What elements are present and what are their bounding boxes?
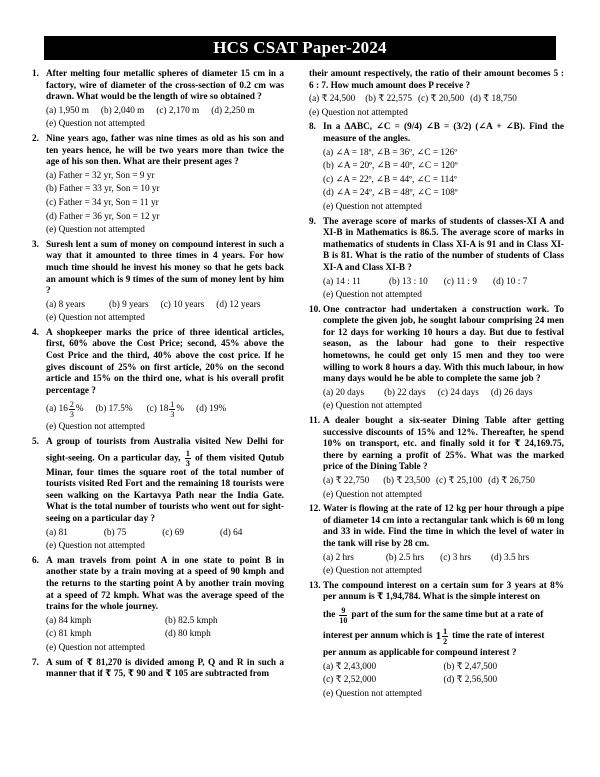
option-c[interactable]: (c) 69: [162, 527, 185, 538]
question-text: After melting four metallic spheres of diameter 15 cm in a factory, wire of diameter of the cross-section of 0.2 cm was drawn. What would be the length of wire so obtained ?: [46, 69, 284, 103]
option-c[interactable]: (c) Father = 34 yr, Son = 11 yr: [46, 197, 159, 208]
option-c[interactable]: (c) ₹ 2,52,000: [323, 675, 377, 686]
option-e[interactable]: (e) Question not attempted: [323, 566, 422, 577]
question-number: 8.: [309, 122, 316, 133]
option-a[interactable]: (a) 81: [46, 527, 68, 538]
option-a[interactable]: (a) 8 years: [46, 299, 86, 310]
option-a[interactable]: (a) Father = 32 yr, Son = 9 yr: [46, 170, 155, 181]
option-c[interactable]: (c) 11 : 9: [443, 276, 478, 287]
question-text: A sum of ₹ 81,270 is divided among P, Q and R in such a manner that if ₹ 75, ₹ 90 and ₹ 105 are subtracted from: [46, 657, 284, 680]
question-5: [32, 437, 284, 553]
question-1: [32, 69, 284, 131]
question-7: [32, 658, 284, 681]
option-b[interactable]: (b) Father = 33 yr, Son = 10 yr: [46, 184, 160, 195]
question-number: 1.: [32, 69, 39, 79]
option-d[interactable]: (d) ₹ 26,750: [488, 476, 535, 486]
question-2: [32, 134, 284, 237]
question-text-line2: the $\frac{9}{10}$ part of the sum for the same time but at a rate of: [323, 605, 544, 625]
question-text: In a ΔABC, ∠C = (9/4) ∠B = (3/2) (∠A + ∠B). Find the measure of the angles.: [323, 122, 564, 144]
question-7-continued: [309, 69, 564, 119]
option-c[interactable]: (c) 10 years: [160, 299, 205, 310]
question-number: 5.: [32, 437, 39, 448]
option-c[interactable]: (c) 2,170 m: [156, 105, 200, 116]
page-title: HCS CSAT Paper-2024: [213, 38, 387, 57]
question-text: Water is flowing at the rate of 12 kg per hour through a pipe of diameter 14 cm into a rectangular tank which is 60 m long and 33 in wide. Find the time in which the level of water in the tank will rise by 28 cm.: [323, 504, 564, 549]
option-d[interactable]: (d) 12 years: [216, 299, 261, 310]
option-e[interactable]: (e) Question not attempted: [46, 541, 145, 552]
option-b[interactable]: (b) ₹ 23,500: [383, 476, 430, 486]
option-d[interactable]: (d) 26 days: [490, 387, 533, 398]
option-d[interactable]: (d) ₹ 2,56,500: [443, 675, 498, 686]
option-e[interactable]: (e) Question not attempted: [46, 422, 145, 433]
option-d[interactable]: (d) 64: [220, 527, 243, 538]
question-number: 7.: [32, 657, 39, 668]
question-text: A group of tourists from Australia visited New Delhi for sight-seeing. On a particular day, $\frac{1}{3}$ of them visited Qutub Minar, four times the square root of the total number of tourists visited Red Fort and the remaining 18 tourists were seen walking on the Kartavya Path near the India Gate. What is the total number of tourists who went out for sight-seeing on a particular day ?: [46, 437, 285, 524]
option-e[interactable]: (e) Question not attempted: [46, 225, 145, 236]
option-e[interactable]: (e) Question not attempted: [323, 290, 422, 301]
option-b[interactable]: (b) 9 years: [109, 299, 149, 310]
option-d[interactable]: (d) Father = 36 yr, Son = 12 yr: [46, 211, 160, 222]
option-a[interactable]: (a) ₹ 24,500: [309, 94, 356, 105]
option-e[interactable]: (e) Question not attempted: [323, 688, 422, 699]
option-c[interactable]: (c) ∠A = 22º, ∠B = 44º, ∠C = 114º: [323, 174, 457, 185]
question-13: [309, 581, 564, 701]
option-b[interactable]: (b) ∠A = 20º, ∠B = 40º, ∠C = 120º: [323, 161, 458, 172]
option-e[interactable]: (e) Question not attempted: [46, 119, 145, 130]
option-d[interactable]: (d) 10 : 7: [493, 276, 528, 287]
question-number: 4.: [32, 327, 39, 338]
question-text: A shopkeeper marks the price of three identical articles, first, 60% above the Cost Price; second, 45% above the Cost Price and the third, 40% above the cost price. If he gives discount of 25% on first article, 20% on the second article and 15% on the third one, what is his overall profit percentage ?: [46, 327, 284, 396]
option-b[interactable]: (b) ₹ 2,47,500: [443, 661, 498, 672]
question-number: 12.: [309, 504, 321, 515]
option-c[interactable]: (c) 81 kmph: [46, 629, 92, 640]
option-d[interactable]: (d) 80 kmph: [165, 629, 211, 640]
option-b[interactable]: (b) 2.5 hrs: [385, 552, 425, 563]
option-a[interactable]: (a) ∠A = 18º, ∠B = 36º, ∠C = 126º: [323, 147, 458, 158]
option-a[interactable]: (a) 1,950 m: [46, 105, 89, 116]
question-4: [32, 328, 284, 434]
question-11: [309, 416, 564, 501]
option-b[interactable]: (b) 13 : 10: [388, 276, 428, 287]
question-number: 6.: [32, 555, 39, 566]
option-b[interactable]: (b) ₹ 22,575: [365, 94, 412, 105]
left-column: [32, 69, 284, 683]
question-text: Suresh lent a sum of money on compound interest in such a way that it amounted to three times in 4 years. For how much time should he invest his money so that he gets back an amount which is 9 times of the sum of money lent by him ?: [46, 239, 284, 297]
option-b[interactable]: (b) 22 days: [384, 387, 426, 398]
option-a[interactable]: (a) 84 kmph: [46, 615, 92, 626]
question-text-continued: their amount respectively, the ratio of their amount becomes 5 : 6 : 7. How much amount does P receive ?: [309, 69, 564, 91]
option-e[interactable]: (e) Question not attempted: [46, 313, 145, 324]
option-e[interactable]: (e) Question not attempted: [323, 489, 422, 500]
question-8: [309, 122, 564, 213]
option-a[interactable]: (a) ₹ 22,750: [323, 476, 370, 486]
option-d[interactable]: (d) 2,250 m: [211, 105, 255, 116]
question-text: A man travels from point A in one state to point B in another state by a train moving at a speed of 90 kmph and the returns to the starting point A by another train moving at a speed of 72 kmph. What was the average speed of the trains for the whole journey.: [46, 555, 284, 613]
option-a[interactable]: (a) 20 days: [323, 387, 365, 398]
option-c[interactable]: (c) ₹ 20,500: [417, 94, 465, 105]
option-c[interactable]: (c) 18 $\frac{1}{3}$ %: [146, 400, 185, 420]
question-text-line3: interest per annum which is 1 $\frac{1}{2}$ time the rate of interest: [323, 626, 545, 646]
option-e[interactable]: (e) Question not attempted: [323, 401, 422, 412]
question-text-line4: per annum as applicable for compound interest ?: [323, 647, 517, 658]
option-a[interactable]: (a) ₹ 2,43,000: [323, 661, 377, 672]
page-header: [44, 36, 556, 60]
question-9: [309, 217, 564, 302]
question-number: 11.: [309, 416, 321, 427]
option-a[interactable]: (a) 14 : 11: [323, 276, 361, 287]
question-text: Nine years ago, father was nine times as old as his son and ten years hence, he will be two years more than twice the age of his son then. What are their present ages ?: [46, 133, 284, 168]
question-number: 3.: [32, 239, 39, 250]
question-12: [309, 504, 564, 578]
question-number: 13.: [309, 580, 321, 591]
option-e[interactable]: (e) Question not attempted: [323, 201, 422, 212]
option-d[interactable]: (d) 19%: [196, 404, 227, 415]
option-d[interactable]: (d) ₹ 18,750: [470, 94, 517, 105]
option-c[interactable]: (c) 3 hrs: [440, 552, 471, 563]
option-c[interactable]: (c) 24 days: [437, 387, 479, 398]
option-a[interactable]: (a) 16 $\frac{2}{3}$ %: [46, 400, 84, 420]
question-text: The average score of marks of students of classes-XI A and XI-B in Mathematics is 86.5. The average score of marks in mathematics of students in Class XI-A is 91 and in Class XI-B is 81. What is the ratio of the number of students of Class XI-A and Class XI-B ?: [323, 216, 564, 273]
option-c[interactable]: (c) ₹ 25,100: [435, 476, 483, 486]
question-text: The compound interest on a certain sum for 3 years at 8% per annum is ₹ 1,94,784. What is the simple interest on: [323, 580, 564, 603]
question-3: [32, 240, 284, 325]
option-d[interactable]: (d) ∠A = 24º, ∠B = 48º, ∠C = 108º: [323, 188, 458, 199]
option-a[interactable]: (a) 2 hrs: [323, 552, 354, 563]
question-6: [32, 556, 284, 655]
question-number: 2.: [32, 133, 39, 144]
option-e[interactable]: (e) Question not attempted: [309, 107, 408, 118]
option-d[interactable]: (d) 3.5 hrs: [490, 552, 530, 563]
option-b[interactable]: (b) 82.5 kmph: [165, 615, 218, 626]
question-number: 9.: [309, 216, 316, 227]
question-number: 10.: [309, 304, 321, 315]
option-b[interactable]: (b) 17.5%: [95, 404, 133, 415]
right-column: [309, 69, 564, 703]
question-text: One contractor had undertaken a construction work. To complete the given job, he sought labour comprising 24 men for 12 days for working 10 hours a day. But due to festival season, as the labour had gone to their respective hometowns, he could get only 15 men and they too were willing to work 8 hours a day. With this much labour, in how many days would he be able to complete the same job ?: [323, 304, 564, 385]
question-10: [309, 305, 564, 413]
option-b[interactable]: (b) 75: [103, 527, 127, 538]
question-text: A dealer bought a six-seater Dining Table after getting successive discounts of 15% and 12%. Thereafter, he spend 10% on transport, etc. and finally sold it for ₹ 24,169.75, there by earning a profit of 25%. What was the marked price of the Dining Table ?: [323, 416, 564, 473]
option-b[interactable]: (b) 2,040 m: [100, 105, 145, 116]
option-e[interactable]: (e) Question not attempted: [46, 642, 145, 653]
